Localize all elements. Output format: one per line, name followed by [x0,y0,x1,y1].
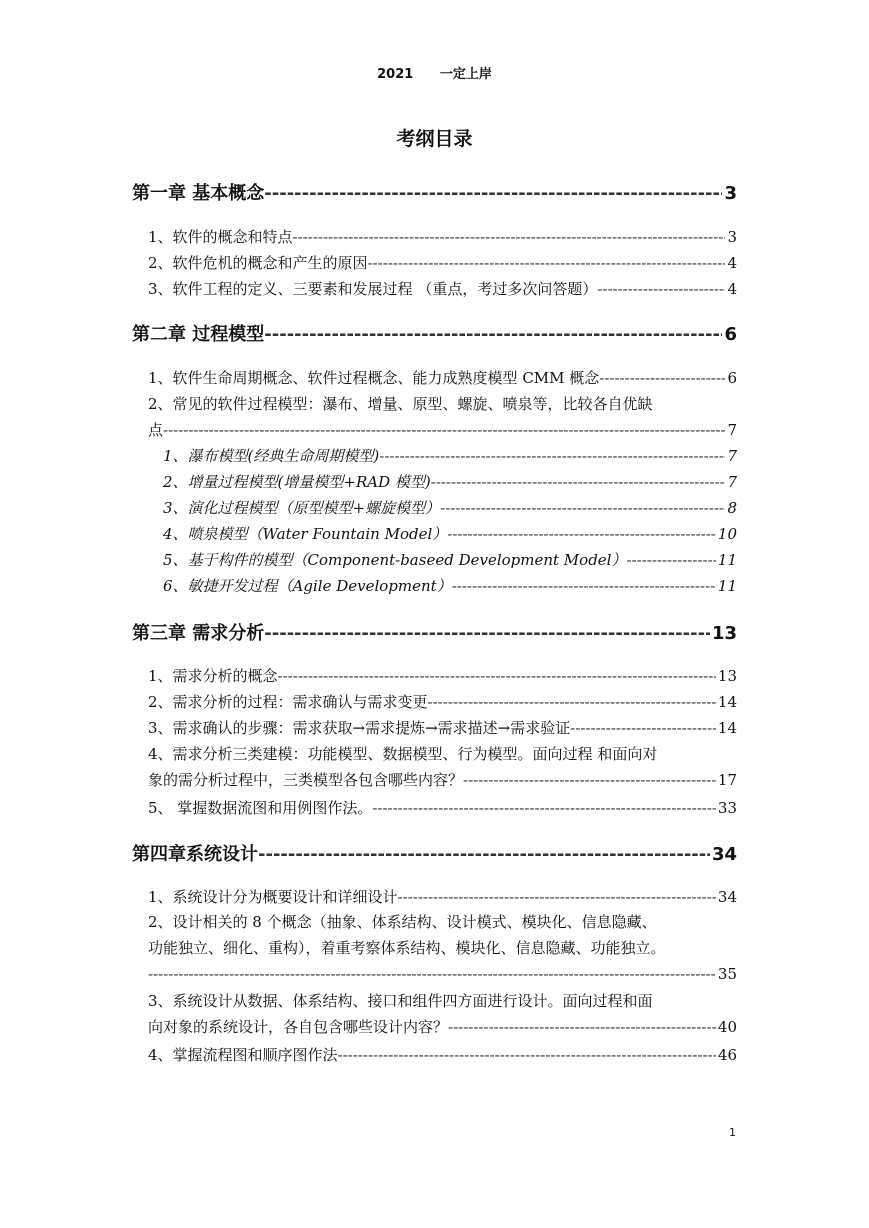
chapter-title: 第四章系统设计 [132,844,258,865]
page-title: 考纲目录 [396,128,473,150]
toc-subitem-text: 5、基于构件的模型（Component-baseed Development Model） [163,551,627,569]
chapter-page: 6 [724,324,737,345]
toc-subitem-text: 3、演化过程模型（原型模型+螺旋模型） [163,499,441,517]
toc-chapter-1[interactable] [132,179,737,207]
dot-leader [338,1046,716,1064]
toc-subitem[interactable] [163,445,737,469]
toc-item-page: 3 [727,228,737,246]
toc-item[interactable] [148,691,737,715]
toc-item-text: 1、需求分析的概念 [148,667,278,685]
toc-item[interactable] [148,797,737,821]
toc-subitem-text: 6、敏捷开发过程（Agile Development） [163,577,452,595]
toc-item-multiline[interactable] [148,988,737,1040]
toc-subitem[interactable] [163,549,737,573]
page-number: 1 [729,1126,736,1139]
toc-item-text: 3、系统设计从数据、体系结构、接口和组件四方面进行设计。面向过程和面 [148,992,653,1010]
toc-subitem-page: 11 [717,577,737,595]
dot-leader [599,369,725,387]
toc-subitem[interactable] [163,471,737,495]
toc-chapter-2[interactable] [132,320,737,348]
toc-item-page: 40 [717,1018,737,1036]
chapter-page: 3 [724,183,737,204]
chapter-title: 第二章 过程模型 [132,324,265,345]
toc-subitem-text: 1、瀑布模型(经典生命周期模型) [163,447,380,465]
toc-item-text: 1、软件的概念和特点 [148,228,293,246]
dot-leader [440,499,725,517]
toc-item-page: 14 [717,719,737,737]
toc-item-multiline[interactable] [148,909,737,987]
toc-item-page: 14 [717,693,737,711]
toc-item[interactable] [148,252,737,276]
toc-item-text: 2、需求分析的过程：需求确认与需求变更 [148,693,428,711]
toc-item-multiline[interactable] [148,741,737,793]
toc-item-text: 4、掌握流程图和顺序图作法 [148,1046,338,1064]
dot-leader [463,767,716,793]
toc-item-page: 4 [727,254,737,272]
toc-subitem-page: 7 [727,473,737,491]
toc-item[interactable] [148,278,737,302]
toc-item-page: 46 [717,1046,737,1064]
toc-item-page: 35 [717,965,737,983]
toc-item-text: 2、设计相关的 8 个概念（抽象、体系结构、设计模式、模块化、信息隐藏、 [148,913,657,931]
toc-subitem-text: 4、喷泉模型（Water Fountain Model） [163,525,448,543]
toc-item[interactable] [148,665,737,689]
header-motto: 一定上岸 [439,67,492,82]
chapter-page: 13 [711,623,737,644]
toc-subitem-page: 8 [727,499,737,517]
toc-subitem-text: 2、增量过程模型(增量模型+RAD 模型) [163,473,431,491]
header-year: 2021 [377,67,414,82]
toc-chapter-3[interactable] [132,619,737,647]
dot-leader [626,551,715,569]
toc-subitem[interactable] [163,575,737,599]
toc-item-text: 向对象的系统设计，各自包含哪些设计内容？ [148,1018,449,1036]
toc-item[interactable] [148,886,737,910]
toc-subitem-page: 11 [717,551,737,569]
dot-leader [148,961,716,987]
dot-leader [258,844,710,865]
toc-item[interactable] [148,226,737,250]
toc-item-text: 象的需分析过程中，三类模型各包含哪些内容？ [148,771,464,789]
dot-leader [597,280,725,298]
toc-item-text: 3、需求确认的步骤：需求获取→需求提炼→需求描述→需求验证 [148,719,571,737]
dot-leader [264,623,710,644]
page-header [0,63,869,82]
toc-item-text: 3、软件工程的定义、三要素和发展过程 （重点，考过多次问答题） [148,280,598,298]
toc-subitem[interactable] [163,497,737,521]
dot-leader [398,888,716,906]
toc-subitem-page: 10 [717,525,737,543]
toc-item-page: 34 [717,888,737,906]
dot-leader [163,417,725,443]
dot-leader [278,667,716,685]
toc-item-page: 7 [727,421,737,439]
chapter-title: 第一章 基本概念 [132,183,265,204]
dot-leader [452,577,716,595]
dot-leader [447,525,716,543]
toc-item[interactable] [148,717,737,741]
toc-item-multiline[interactable] [148,391,737,443]
toc-item-text: 1、软件生命周期概念、软件过程概念、能力成熟度模型 CMM 概念 [148,369,600,387]
dot-leader [372,799,716,817]
toc-item[interactable] [148,367,737,391]
dot-leader [570,719,716,737]
toc-chapter-4[interactable] [132,840,737,868]
chapter-page: 34 [711,844,737,865]
chapter-title: 第三章 需求分析 [132,623,265,644]
toc-item-page: 4 [727,280,737,298]
dot-leader [431,473,726,491]
dot-leader [448,1014,716,1040]
toc-item-text: 1、系统设计分为概要设计和详细设计 [148,888,398,906]
dot-leader [264,183,722,204]
toc-subitem-page: 7 [727,447,737,465]
dot-leader [379,447,725,465]
toc-item-text: 点 [148,421,164,439]
dot-leader [428,693,716,711]
toc-item-text: 2、软件危机的概念和产生的原因 [148,254,368,272]
toc-item-page: 17 [717,771,737,789]
dot-leader [368,254,726,272]
toc-item-text: 功能独立、细化、重构），着重考察体系结构、模块化、信息隐藏、功能独立。 [148,939,666,957]
toc-item-text: 2、常见的软件过程模型：瀑布、增量、原型、螺旋、喷泉等，比较各自优缺 [148,395,653,413]
toc-item-text: 4、需求分析三类建模：功能模型、数据模型、行为模型。面向过程 和面向对 [148,745,658,763]
toc-item-text: 5、 掌握数据流图和用例图作法。 [148,799,373,817]
toc-subitem[interactable] [163,523,737,547]
toc-item[interactable] [148,1044,737,1068]
toc-item-page: 33 [717,799,737,817]
dot-leader [264,324,722,345]
dot-leader [293,228,726,246]
toc-item-page: 13 [717,667,737,685]
toc-item-page: 6 [727,369,737,387]
